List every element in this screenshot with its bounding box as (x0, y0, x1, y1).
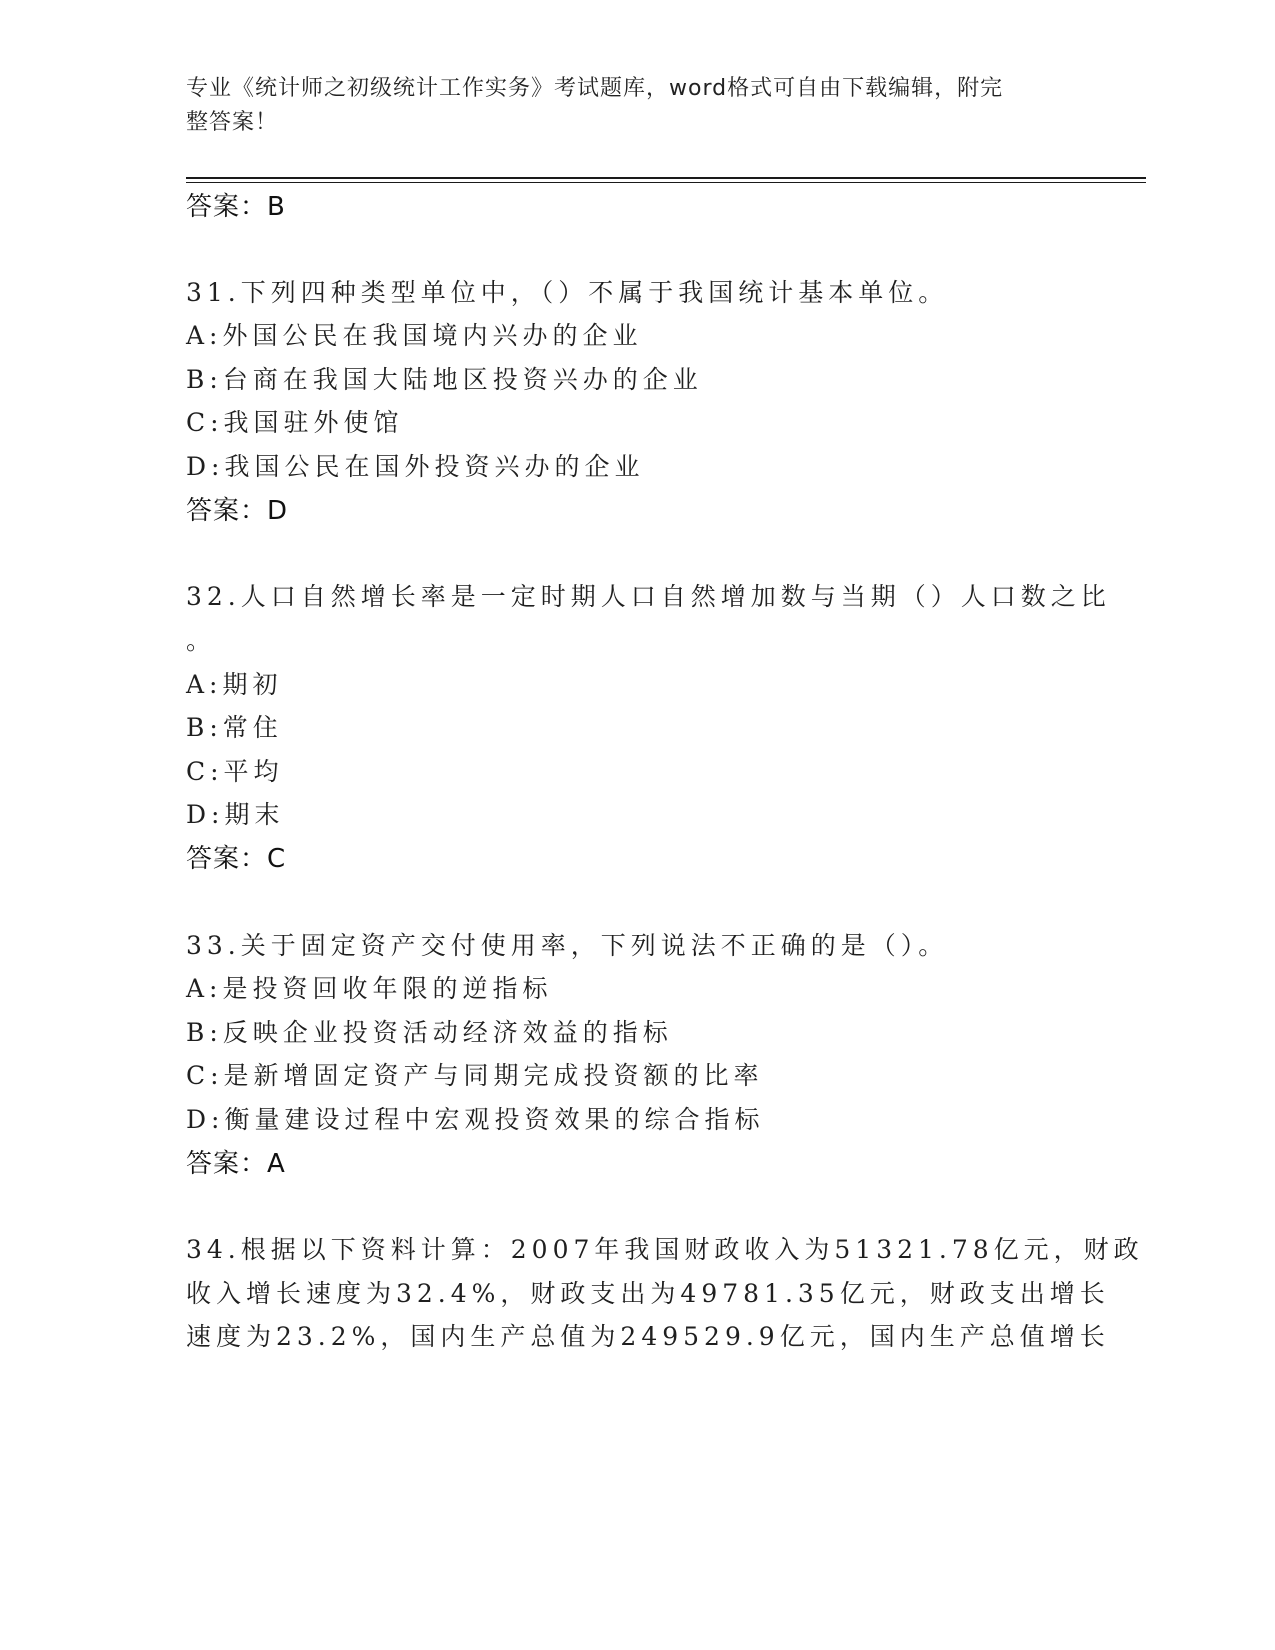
q33-option-c: C:是新增固定资产与同期完成投资额的比率 (186, 1061, 764, 1090)
header-line-2: 整答案！ (186, 110, 279, 135)
question-33: 33.关于固定资产交付使用率，下列说法不正确的是（）。 (186, 931, 949, 960)
header-divider-thin (186, 182, 1146, 183)
question-31: 31.下列四种类型单位中，（）不属于我国统计基本单位。 (186, 278, 949, 307)
answer-32: 答案：C (186, 844, 287, 874)
q31-option-b: B:台商在我国大陆地区投资兴办的企业 (186, 365, 703, 394)
q32-option-b: B:常住 (186, 713, 283, 742)
header-line-1: 专业《统计师之初级统计工作实务》考试题库，word格式可自由下载编辑，附完 (186, 76, 1004, 101)
q33-option-b: B:反映企业投资活动经济效益的指标 (186, 1018, 673, 1047)
q31-option-c: C:我国驻外使馆 (186, 408, 404, 437)
answer-31: 答案：D (186, 496, 289, 526)
question-32-line-1: 32.人口自然增长率是一定时期人口自然增加数与当期（）人口数之比 (186, 582, 1111, 611)
answer-30: 答案：B (186, 192, 286, 222)
question-34-line-3: 速度为23.2%，国内生产总值为249529.9亿元，国内生产总值增长 (186, 1322, 1110, 1351)
q32-option-a: A:期初 (186, 670, 283, 699)
q31-option-d: D:我国公民在国外投资兴办的企业 (186, 452, 645, 481)
header-divider-thick (186, 177, 1146, 179)
question-34-line-1: 34.根据以下资料计算：2007年我国财政收入为51321.78亿元，财政 (186, 1235, 1144, 1264)
answer-33: 答案：A (186, 1149, 286, 1179)
question-32-line-2: 。 (186, 626, 217, 655)
q33-option-d: D:衡量建设过程中宏观投资效果的综合指标 (186, 1105, 765, 1134)
q32-option-c: C:平均 (186, 757, 284, 786)
q31-option-a: A:外国公民在我国境内兴办的企业 (186, 321, 643, 350)
page-header (186, 72, 1066, 140)
q32-option-d: D:期末 (186, 800, 285, 829)
question-34-line-2: 收入增长速度为32.4%，财政支出为49781.35亿元，财政支出增长 (186, 1279, 1110, 1308)
q33-option-a: A:是投资回收年限的逆指标 (186, 974, 553, 1003)
